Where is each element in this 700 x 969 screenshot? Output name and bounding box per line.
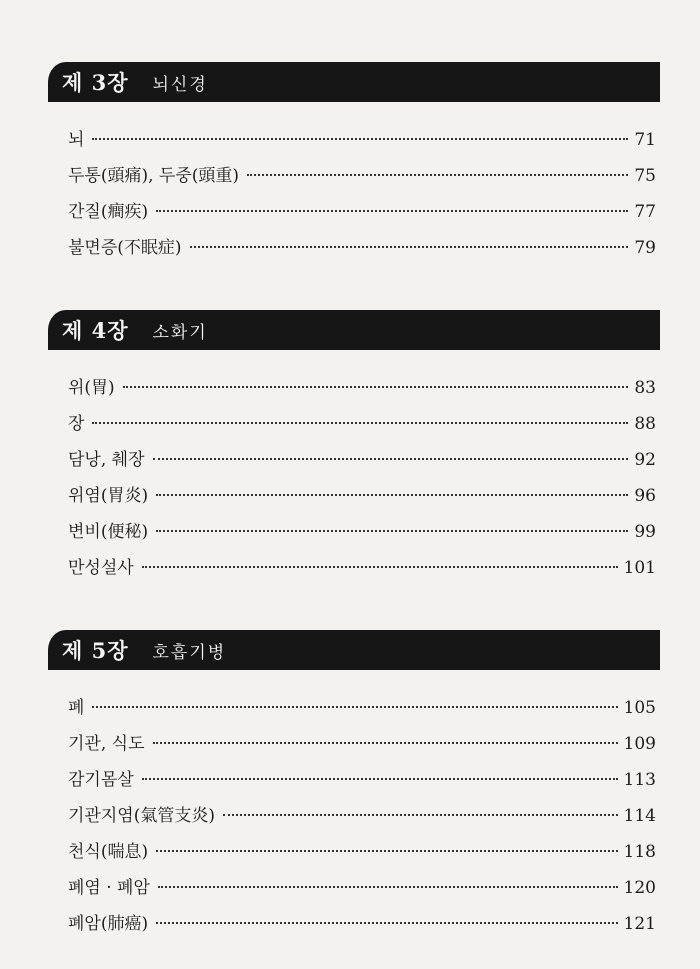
dot-leader bbox=[156, 494, 628, 496]
toc-entry[interactable] bbox=[68, 550, 656, 586]
toc-entry[interactable] bbox=[68, 230, 656, 266]
chapter-title: 소화기 bbox=[152, 322, 208, 343]
toc-entry[interactable] bbox=[68, 514, 656, 550]
toc-entry[interactable] bbox=[68, 158, 656, 194]
toc-entry[interactable] bbox=[68, 406, 656, 442]
toc-entry[interactable] bbox=[68, 798, 656, 834]
entry-label: 변비(便秘) bbox=[68, 522, 149, 542]
dot-leader bbox=[190, 246, 629, 248]
entry-label: 폐 bbox=[68, 698, 85, 718]
toc-entry[interactable] bbox=[68, 834, 656, 870]
dot-leader bbox=[156, 922, 617, 924]
chapter-number: 제 3장 bbox=[62, 70, 129, 95]
toc-entry[interactable] bbox=[68, 906, 656, 942]
chapter-header-5 bbox=[48, 630, 660, 670]
dot-leader bbox=[153, 742, 618, 744]
dot-leader bbox=[156, 530, 628, 532]
dot-leader bbox=[223, 814, 618, 816]
entry-label: 기관지염(氣管支炎) bbox=[68, 806, 215, 826]
entry-label: 만성설사 bbox=[68, 558, 134, 578]
entry-page-number: 120 bbox=[623, 878, 656, 898]
toc-entry[interactable] bbox=[68, 870, 656, 906]
toc-entry[interactable] bbox=[68, 122, 656, 158]
dot-leader bbox=[142, 566, 618, 568]
chapter-4-entries bbox=[68, 370, 656, 586]
entry-label: 폐암(肺癌) bbox=[68, 914, 149, 934]
entry-page-number: 88 bbox=[634, 414, 656, 434]
toc-entry[interactable] bbox=[68, 442, 656, 478]
entry-label: 위(胃) bbox=[68, 378, 115, 398]
chapter-number: 제 4장 bbox=[62, 318, 129, 343]
entry-label: 장 bbox=[68, 414, 85, 434]
toc-entry[interactable] bbox=[68, 726, 656, 762]
entry-label: 불면증(不眠症) bbox=[68, 238, 182, 258]
entry-label: 감기몸살 bbox=[68, 770, 134, 790]
entry-label: 기관, 식도 bbox=[68, 734, 145, 754]
entry-page-number: 99 bbox=[634, 522, 656, 542]
toc-entry[interactable] bbox=[68, 194, 656, 230]
chapter-number: 제 5장 bbox=[62, 638, 129, 663]
chapter-5-entries bbox=[68, 690, 656, 942]
entry-page-number: 92 bbox=[634, 450, 656, 470]
dot-leader bbox=[92, 422, 628, 424]
entry-page-number: 77 bbox=[634, 202, 656, 222]
entry-label: 폐염 · 폐암 bbox=[68, 878, 150, 898]
chapter-title: 뇌신경 bbox=[152, 74, 208, 95]
entry-page-number: 83 bbox=[634, 378, 656, 398]
dot-leader bbox=[247, 174, 628, 176]
toc-entry[interactable] bbox=[68, 478, 656, 514]
entry-page-number: 113 bbox=[623, 770, 656, 790]
chapter-header-3 bbox=[48, 62, 660, 102]
entry-page-number: 105 bbox=[623, 698, 656, 718]
entry-label: 두통(頭痛), 두중(頭重) bbox=[68, 166, 240, 186]
entry-label: 천식(喘息) bbox=[68, 842, 149, 862]
entry-page-number: 118 bbox=[623, 842, 656, 862]
chapter-3-entries bbox=[68, 122, 656, 266]
toc-entry[interactable] bbox=[68, 370, 656, 406]
chapter-title: 호흡기병 bbox=[152, 642, 227, 663]
entry-page-number: 101 bbox=[623, 558, 656, 578]
toc-entry[interactable] bbox=[68, 690, 656, 726]
entry-page-number: 114 bbox=[623, 806, 656, 826]
entry-label: 위염(胃炎) bbox=[68, 486, 149, 506]
dot-leader bbox=[142, 778, 618, 780]
dot-leader bbox=[92, 138, 628, 140]
entry-label: 뇌 bbox=[68, 130, 85, 150]
dot-leader bbox=[158, 886, 618, 888]
entry-page-number: 75 bbox=[634, 166, 656, 186]
entry-page-number: 121 bbox=[623, 914, 656, 934]
entry-label: 담낭, 췌장 bbox=[68, 450, 145, 470]
chapter-header-4 bbox=[48, 310, 660, 350]
dot-leader bbox=[156, 850, 617, 852]
dot-leader bbox=[123, 386, 629, 388]
entry-page-number: 109 bbox=[623, 734, 656, 754]
toc-entry[interactable] bbox=[68, 762, 656, 798]
entry-page-number: 96 bbox=[634, 486, 656, 506]
dot-leader bbox=[153, 458, 629, 460]
entry-label: 간질(癎疾) bbox=[68, 202, 149, 222]
dot-leader bbox=[156, 210, 628, 212]
dot-leader bbox=[92, 706, 617, 708]
entry-page-number: 79 bbox=[634, 238, 656, 258]
entry-page-number: 71 bbox=[634, 130, 656, 150]
